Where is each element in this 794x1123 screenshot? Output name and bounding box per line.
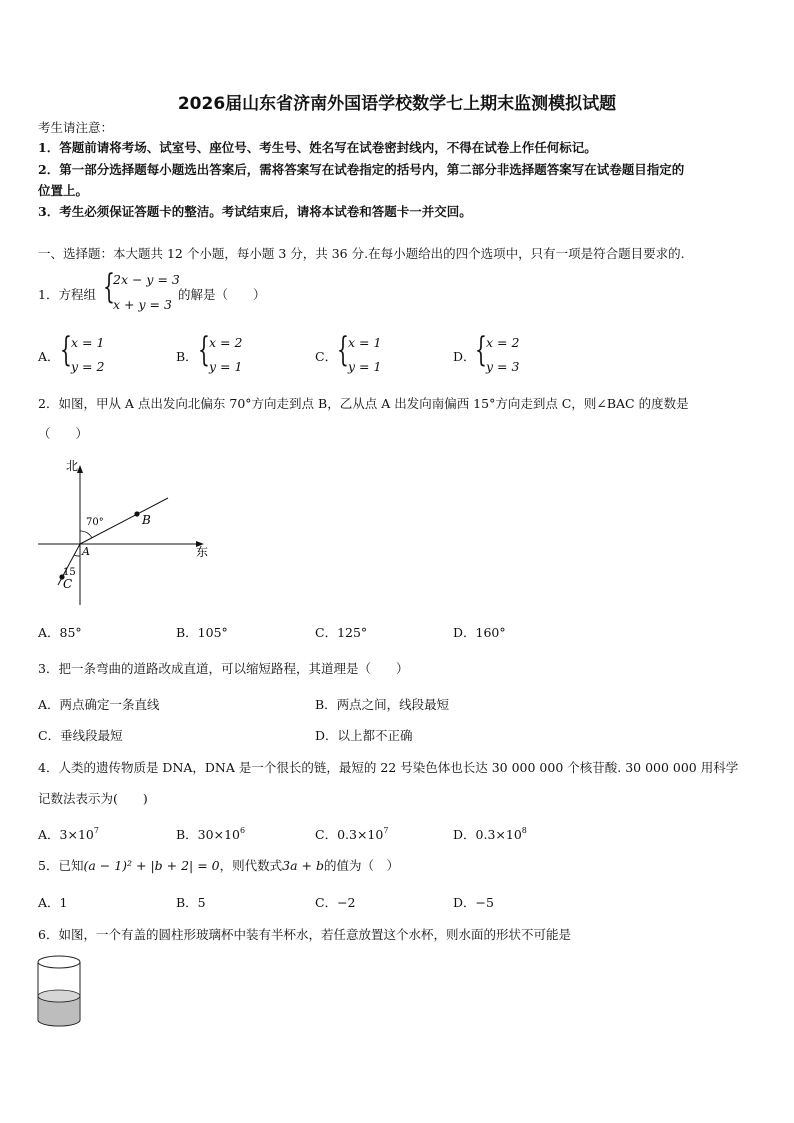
q5-expression2: 3a + b <box>282 858 324 873</box>
q5-expression: (a − 1)² + |b + 2| = 0 <box>83 858 220 873</box>
q6-stem: 6．如图，一个有盖的圆柱形玻璃杯中装有半杯水，若任意放置这个水杯，则水面的形状不可能是 <box>38 927 571 942</box>
q5-option-b: B．5 <box>176 895 206 910</box>
notice-item-2-cont: 位置上。 <box>38 183 89 198</box>
q1-option-label: A． <box>38 349 60 364</box>
q1-option-line1: x = 2 <box>209 335 243 350</box>
q1-option-label: B． <box>176 349 198 364</box>
north-label: 北 <box>66 459 79 473</box>
notice-item-2: 2．第一部分选择题每小题选出答案后，需将答案写在试卷指定的括号内，第二部分非选择题答案写在试卷题目指定的 <box>38 162 685 177</box>
q4-stem-line1: 4．人类的遗传物质是 DNA，DNA 是一个很长的链，最短的 22 号染色体也长达 30 000 000 个核苷酸. 30 000 000 用科学 <box>38 760 739 775</box>
angle-70-label: 70° <box>86 517 104 528</box>
notice-item-1: 1．答题前请将考场、试室号、座位号、考生号、姓名写在试卷密封线内，不得在试卷上作任何标记。 <box>38 140 597 155</box>
q1-option-line1: x = 1 <box>348 335 382 350</box>
water-surface <box>38 990 80 1002</box>
q5-mid: ，则代数式 <box>219 858 283 873</box>
notice-item-3: 3．考生必须保证答题卡的整洁。考试结束后，请将本试卷和答题卡一并交回。 <box>38 204 472 219</box>
q1-prefix: 1．方程组 <box>38 287 96 302</box>
q2-option-d: D．160° <box>453 625 506 640</box>
notice-heading: 考生请注意： <box>38 120 114 135</box>
q1-eq1: 2x − y = 3 <box>113 272 180 287</box>
q5-option-a: A．1 <box>38 895 68 910</box>
angle-arc-70 <box>80 531 92 538</box>
q1-suffix: 的解是（ ） <box>178 287 266 302</box>
q5-option-c: C．−2 <box>315 895 356 910</box>
q2-paren: （ ） <box>38 426 89 441</box>
q3-stem: 3．把一条弯曲的道路改成直道，可以缩短路程，其道理是（ ） <box>38 661 409 676</box>
q1-option-line2: y = 1 <box>348 359 382 374</box>
q2-figure <box>30 455 220 610</box>
q1-option-line2: y = 3 <box>486 359 520 374</box>
cup-lid <box>38 956 80 968</box>
q1-option-line2: y = 2 <box>71 359 105 374</box>
q5-suffix: 的值为（ ） <box>323 858 399 873</box>
label-b: B <box>142 513 151 527</box>
angle-arc-15 <box>74 555 80 556</box>
q2-option-c: C．125° <box>315 625 368 640</box>
q5-prefix: 5．已知 <box>38 858 84 873</box>
q5-option-d: D．−5 <box>453 895 494 910</box>
q5-stem <box>38 858 399 874</box>
angle-15-label: 15 <box>63 567 76 578</box>
q1-option-brace: { <box>475 330 487 370</box>
q1-option-brace: { <box>198 330 210 370</box>
q2-stem: 2．如图，甲从 A 点出发向北偏东 70°方向走到点 B，乙从点 A 出发向南偏西 15°方向走到点 C，则∠BAC 的度数是 <box>38 396 689 411</box>
q3-option-a: A．两点确定一条直线 <box>38 697 160 712</box>
q4-stem-line2: 记数法表示为( ) <box>38 791 148 806</box>
q4-option-b: B．$30\times 10^6$ <box>176 826 246 842</box>
q4-option-c: C．$0.3\times 10^7$ <box>315 826 389 842</box>
q1-option-line1: x = 2 <box>486 335 520 350</box>
q4-option-d: D．$0.3\times 10^8$ <box>453 826 527 842</box>
point-b <box>134 511 139 516</box>
q3-option-b: B．两点之间，线段最短 <box>315 697 450 712</box>
q4-option-a: A．$3\times 10^7$ <box>38 826 99 842</box>
q6-cup-figure <box>34 952 84 1032</box>
q1-option-line2: y = 1 <box>209 359 243 374</box>
label-c: C <box>63 577 73 591</box>
q1-eq2: x + y = 3 <box>113 297 172 312</box>
page-title: 2026届山东省济南外国语学校数学七上期末监测模拟试题 <box>177 94 617 114</box>
q1-option-brace: { <box>337 330 349 370</box>
q1-option-label: C． <box>315 349 338 364</box>
q1-option-label: D． <box>453 349 476 364</box>
q3-option-d: D．以上都不正确 <box>315 728 413 743</box>
label-a: A <box>82 545 90 558</box>
q2-option-b: B．105° <box>176 625 228 640</box>
q1-option-line1: x = 1 <box>71 335 105 350</box>
section-heading: 一、选择题：本大题共 12 个小题，每小题 3 分，共 36 分.在每小题给出的四个选项中，只有一项是符合题目要求的. <box>38 246 685 261</box>
q2-option-a: A．85° <box>38 625 82 640</box>
q3-option-c: C．垂线段最短 <box>38 728 123 743</box>
q1-option-brace: { <box>60 330 72 370</box>
q1-brace: { <box>103 267 115 307</box>
east-label: 东 <box>196 545 209 559</box>
